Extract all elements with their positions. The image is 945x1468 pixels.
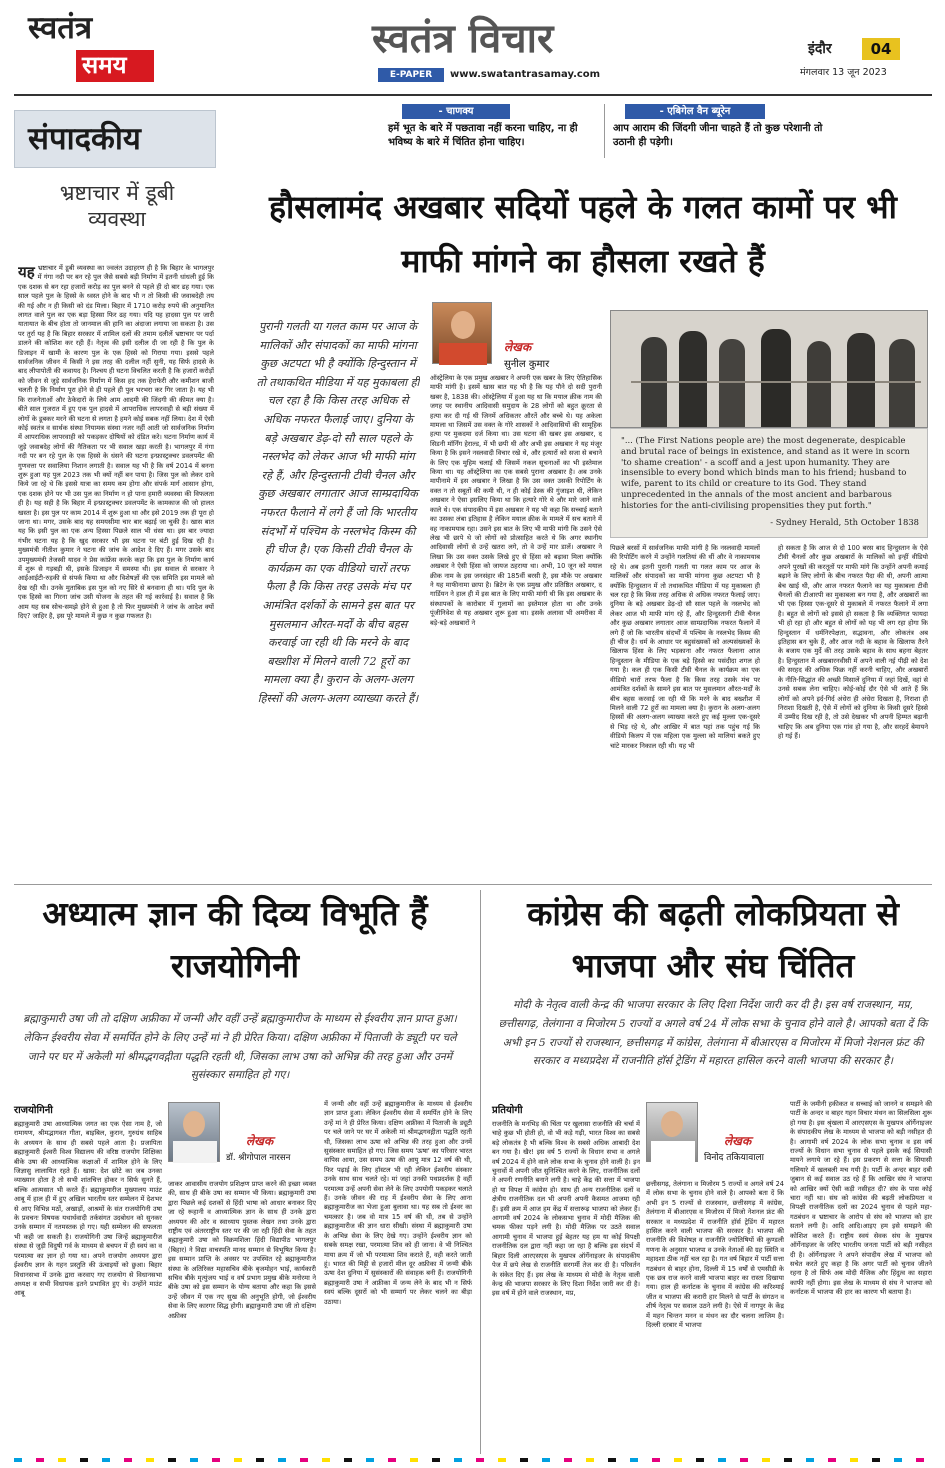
- congress-col-2: छत्तीसगढ़, तेलंगाना व मिजोरम 5 राज्यों व अगले वर्ष 24 में लोक सभा के चुनाव होने वाले है। आपको बता दें कि अभी इन 5 राज्यों से राजस्थान, छत्तीसगढ़ में कांग्रेस, तेलंगाना में बीआरएस व मिजोरम में मिजो नेशनल फ्रंट की सरकार व मध्यप्रदेश में राजनीति हॉर्स ट्रेडिंग में महारत हासिल करने वाली भाजपा की सरकार है। भाजपा की राजनीति की विशेषज्ञ व राजनीति ज्योतिषियों की कुण्डली गणना के अनुसार भाजपा व उनके नेताओं की ग्रह स्थिति व महादशा ठीक नहीं चल रहा है। गत वर्ष बिहार में पार्टी सत्ता गठबंधन से बाहर होना, दिल्ली में 15 वर्षों से एमसीडी के एक छत्र राज करने वाली भाजपा बाहर का रास्ता दिखाया गया। हाल ही कर्नाटक के चुनाव में कांग्रेस की करिश्माई जीत व भाजपा की करारी हार मिलने से पार्टी के संगठन व शीर्ष नेतृत्व पर सवाल उठने लगी है। ऐसे में नागपुर के केंद्र में महन चिन्तन मनन व मंथन का दौर चलना लाजिम है। दिल्ली दरबार में भाजपा: [646, 1180, 784, 1330]
- print-registration-strip: [14, 1458, 932, 1462]
- main-headline: हौसलामंद अखबार सदियों पहले के गलत कामों पर भी माफी मांगने का हौसला रखते हैं: [269, 188, 897, 280]
- editorial-dropcap: यह: [18, 264, 35, 281]
- masthead-rule: [14, 94, 932, 96]
- rajyogini-label: राजयोगिनी: [14, 1105, 53, 1116]
- quote-author-tag: - चाणक्य: [402, 104, 510, 119]
- editorial-column: [14, 110, 216, 880]
- column-divider: [480, 890, 481, 1454]
- issue-date: मंगलवार 13 जून 2023: [800, 67, 887, 78]
- author-photo: [432, 302, 492, 364]
- city-label: इंदौर: [808, 41, 832, 57]
- photo-quote-box: [610, 428, 928, 538]
- author-name: विनोद तकियावाला: [704, 1153, 764, 1163]
- editorial-body-text: भ्रष्टाचार में डूबी व्यवस्था का ज्वलंत उदाहरण ही है कि बिहार के भागलपुर में गंगा नदी पर बन रहे पुल जैसे सबसे बड़ी निर्माण में इतनी धांधली हुई कि एक दशक से बन रहा हजारों करोड़ का पुल बनने से पहले ही दो बार ढह गया। एक साल पहले पुल के हिस्से के ध्वस्त होने के बाद भी न तो किसी की जवाबदेही तय की गई और न ही किसी को दंड मिला। बिहार में 1710 करोड़ रुपये की अनुमानित लागत वाले पुल का एक बड़ा हिस्सा फिर ढह गया। यदि यह हादसा पुल पर जारी यातायात के बीच होता तो जानमाल की हानि का अंदाजा लगाया जा सकता है। उस पर तुर्रा यह है कि बिहार सरकार में शामिल दलों की तमाम दलीलें भ्रष्टाचार पर पर्दा डालने की कोशिश कर रही हैं। नेतृत्व की इसी दलील दी जा रही है कि पुल के डिजाइन में खामी के कारण पुल के एक हिस्से को गिराया गया। इससे पहले सार्वजनिक जीवन में किसी ने इस तरह की दलील नहीं सुनी, यह सिर्फ हादसे के बाद लीपापोती की कवायद है। निश्चय ही घटना विचलित करती है कि हजारों करोड़ों को जीवन से जुड़े सार्वजनिक निर्माण में किस हद तक हेराफेरी और कमीशन बाजी चलती है कि निर्माण पूरा होने से ही पहले ही पुल भरभरा कर गिर जाता है। यह भी कि राजनेताओं और ठेकेदारों के लिये आम आदमी की जिंदगी की कीमत क्या है। बीते साल गुजरात में हुए एक पुल हादसे में आपराधिक लापरवाही से बड़ी संख्या में लोगों के डूबकर मरने की घटना से लगता है हमने कोई सबक नहीं लिया। देश में ऐसी कोई स्वतंत्र व सार्थक संस्था नियामक संस्था नजर नहीं आती जो सार्वजनिक निर्माण में आपराधिक लापरवाही को पकड़कर दोषियों को दंडित करे। घटना निर्माण कार्य में जुड़े जवाबदेह लोगों की नैतिकता पर भी सवाल खड़ा करती है। भागलपुर में गंगा नदी पर बन रहे पुल के एक हिस्से के धंसने की घटना इन्फ्रास्ट्रक्चर डवलपमेंट की गुणवत्ता पर सवालिया निशान लगाती है। सवाल यह भी है कि वर्ष 2014 में बनना शुरू हुआ यह पुल 2023 तक भी क्यों नहीं बन पाया है। जिस पुल को लेकर दावे किये जा रहे थे कि इससे यात्रा का समय कम होगा और संपर्क मार्ग आसान होगा, एक दशक होने पर भी उस पुल का निर्माण न हो पाना हमारी व्यवस्था की विफलता ही है। यह सही है कि बिहार में इन्फ्रास्ट्रक्चर डवलपमेंट के कामकाज की जो हालत खस्ता है। इस पुल पर काम 2014 में शुरू हुआ था और इसे 2019 तक ही पूरा हो जाना था। मगर, उसके बाद यह समयसीमा चार बार बढ़ाई जा चुकी है। खास बात यह कि इसी पुल का एक अन्य हिस्सा पिछले साल भी धंसा था। इस बार ज्यादा गंभीर घटना यह है कि खुद सरकार भी इस घटना पर बंटी हुई दिख रही है। मुख्यमंत्री नीतीश कुमार ने घटना की जांच के आदेश दे दिए हैं। मगर उसके बाद उपमुख्यमंत्री तेजस्वी यादव ने प्रेस कांफ्रेंस करके कहा कि इस पुल के निर्माण कार्य में शुरू से गड़बड़ी थी, इसके डिजाइन में समस्या थी। इस सवाल से सरकार ने आईआईटी-रुड़की से संपर्क किया था और विशेषज्ञों की एक समिति इस मामले को देख रही थी। उनके मुताबिक इस पुल को नए सिरे से बनवाना ही था। यदि पुल के एक हिस्से का गिरना जांच उसी योजना के तहत की गई कार्रवाई है। सवाल है कि आम यह सब सोच-समझे होने से हुआ है तो फिर मुख्यमंत्री ने जांच के आदेश क्यों दिए? जाहिर है, इस पूरे मामले में कुछ न कुछ गफलत है।: [18, 264, 214, 621]
- main-col-2: पिछले बरसों में सार्वजनिक माफी मांगी है कि नस्लवादी मामलों की रिपोर्टिंग करने में उन्होंने गलतियां की थीं और वे नाकामयाब रहे थे। अब इतनी पुरानी गलती या गलत काम पर आज के मालिकों और संपादकों का माफी मांगना कुछ अटपटा भी है क्योंकि हिन्दुस्तान में तो तथाकथित मीडिया में यह मुकाबला ही चल रहा है कि किस तरह अधिक से अधिक नफरत फैलाई जाए। दुनिया के बड़े अखबार डेढ़-दो सौ साल पहले के नस्लभेद को लेकर आज भी माफी मांग रहे हैं, और हिन्दुस्तानी टीवी चैनल और कुछ अखबार लगातार आज साम्प्रदायिक नफरत फैलाने में लगे हैं जो कि भारतीय संदर्भों में पश्चिम के नस्लभेद किस्म की ही चीज है। धर्म के आधार पर बहुसंख्यकों को अल्पसंख्यकों के खिलाफ हिंसा के लिए भड़काना और नफरत फैलाना आज हिन्दुस्तान के मीडिया के एक बड़े हिस्से का पसंदीदा शगल हो गया है। कल ही एक किसी टीवी चैनल के कार्यक्रम का एक वीडियो चारों तरफ फैला है कि किस तरह उसके मंच पर आमंत्रित दर्शकों के सामने इस बात पर मुसलमान औरत-मर्दों के बीच बहस करवाई जा रही थी कि मरने के बाद बख्शीश में मिलने वाली 72 हूरों का मामला क्या है। कुरान के अलग-अलग हिस्सों की अलग-अलग व्याख्या करते हुए कई मुल्ला एक-दूसरे से भिड़ रहे थे, और आखिर में बात यहां तक पहुंच गई कि वीडियो किलप में एक महिला एक मुल्ला को मालियां बकते हुए चांटे मारकर निकाल रही थी। यह भी: [610, 544, 760, 750]
- author-name: डॉ. श्रीगोपाल नारसन: [226, 1153, 291, 1163]
- photo-figure: [719, 339, 745, 428]
- congress-headline: कांग्रेस की बढ़ती लोकप्रियता से भाजपा और संघ चिंतित: [527, 894, 899, 985]
- author-photo-head: [451, 311, 475, 339]
- main-col-1: ऑस्ट्रेलिया के एक प्रमुख अखबार ने अपनी एक खबर के लिए ऐतिहासिक माफी मांगी है। इसमें खास बात यह भी है कि यह पौने दो सदी पुरानी खबर है, 1838 की। ऑस्ट्रेलिया में हुआ यह था कि मयाल क्रीक नाम की जगह पर स्थानीय आदिवासी समुदाय के 28 लोगों को बहुत क्रूरता से हत्या कर दी गई थी जिनमें अधिकतर औरतें और बच्चे थे। यह अकेला मामला था जिसमें उस वक्त के गोरे शासकों ने आदिवासियों की सामूहिक हत्या पर मुकदमा दर्ज किया था। उस घटना की खबर इस अखबार, द सिडनी मॉर्निंग हेराल्ड, में भी छपी थी और अभी इस अखबार ने यह मंजूर किया है कि इसने नस्लवादी विचार रखे थे, और हत्यारों को सजा से बचाने के लिए एक मुहिम चलाई थी जिसमें नकल सूचनाओं का भी इस्तेमाल किया था। यह ऑस्ट्रेलिया का एक सबसे पुराना अखबार है। अब उनके मापीनामे में इस अखबार ने लिखा है कि उस वक्त उसकी रिपोर्टिंग के वक्त न तो सबूतों की कमी थी, न ही कोई डेस्क की गुंजाइश थी, लेकिन अखबार ने ऐसा इसलिए किया था कि हत्यारे गोरे थे और मारे जाने वाले काले थे। एक संपादकीय में इस अखबार ने यह भी कहा कि सच्चाई बताने का उसका लंबा इतिहास है लेकिन मयाल क्रीक के मामले में सच बताने में वह नाकामयाब रहा। उसने इस बात के लिए भी माफी मांगी कि उसने ऐसे लेख भी छापे थे जो लोगों को प्रोत्साहित करते थे कि अगर स्थानीय आदिवासी लोगों से उन्हें खतरा लगे, तो वे उन्हें मार डालें। अखबार ने लिखा कि उस वक्त उसके लिखे हुए से हिंसा को बढ़ावा मिला क्योंकि अखबार ने ऐसी हिंसा को जायज ठहराया था। अभी, 10 जून को मयाल क्रीक नाम के इस जनसंहार की 185वीं बरसी है, इस मौके पर अखबार ने यह माफीनामा छापा है। ब्रिटेन के एक प्रमुख और प्रतिष्ठित अखबार, द गार्डियन ने हाल ही में इस बात के लिए माफी मांगी थी कि इस अखबार के संस्थापकों के कारोबार में गुलामों का इस्तेमाल होता था और उनके पूंजीनिवेश से यह अखबार शुरू हुआ था। इसके अलावा भी अमरीका में बड़े-बड़े अखबारों ने: [430, 374, 602, 627]
- masthead: [0, 0, 945, 98]
- author-photo: [168, 1102, 220, 1162]
- section-divider: [14, 884, 932, 885]
- logo: [18, 6, 158, 86]
- author-label: लेखक: [724, 1134, 752, 1148]
- website-link[interactable]: www.swatantrasamay.com: [450, 69, 601, 80]
- author-photo-head: [661, 1111, 683, 1137]
- congress-col-3: पार्टी के जमीनी हकीकत व सच्चाई को जानने व समझने की पार्टी के अन्दर व बाहर गहन विचार मंथन का सिलसिला शुरू हो गया है। इस श्रृंखला में आरएसएस के मुखपत्र ऑर्गेनाइजर के संपादकीय लेख के माध्यम से भाजपा को बड़ी नसीहत दी है। आगामी वर्ष 2024 के लोक सभा चुनाव व इस वर्ष राज्यों के विधान सभा चुनाव से पहले इसके कई सियासी मायने लगाये जा रहे हैं। इस प्रकरण से सत्ता के सियासी गलियारे में खलबली मच गयी है। पार्टी के अन्दर बाहर दबी जुबान से कई सवाल उठ रहे हैं कि आखिर संघ ने भाजपा को आखिर क्यों ऐसी कड़ी नसीहत दी? संघ के पास कोई चारा नहीं था। संघ को कांग्रेस की बढ़ती लोकप्रियता व विपक्षी राजनीतिक दलों का 2024 चुनाव से पहले महा-गठबंधन व भ्रष्टाचार के आरोप से संघ को भाजपा को हार सताने लगी है। आदि आदि।आइए हम इसे समझने की कोशिश करते हैं। राष्ट्रीय स्वयं सेवक संघ के मुखपत्र ऑर्गेनाइजर के जरिए भारतीय जनता पार्टी को बड़ी नसीहत दी है। ऑर्गेनाइजर ने अपने संपादीय लेख में भाजपा को सचेत करते हुए कहा है कि अगर पार्टी को चुनाव जीतने रहना है तो सिर्फ अब मोदी मैजिक और हिंदुत्व का सहारा काफी नहीं होगा। इस लेख के माध्यम से संघ ने भाजपा को कर्नाटक में भाजपा की हार का कारण भी बताया है।: [790, 1100, 932, 1297]
- page-number-badge: 04: [862, 38, 900, 60]
- rajyogini-col-2: जाकर आवासीय राजयोग प्रशिक्षण प्राप्त करने की इच्छा व्यक्त की, साथ ही बीके उषा का सम्मान भी किया। ब्रह्माकुमारी उषा द्वारा पिछले कई दशकों से हिंदी भाषा को आधार बनाकर दिए जा रहे रूहानी व आध्यात्मिक ज्ञान के साथ ही उनके द्वारा अध्ययन की ओर व स्वाध्याय पुस्तक लेखन तथा उनके द्वारा राष्ट्रीय एवं अंतरराष्ट्रीय स्तर पर की जा रही हिंदी सेवा के तहत ब्रह्माकुमारी उषा को विक्रमशिला हिंदी विद्यापीठ भागलपुर (बिहार) ने विद्या वाचस्पति मानद सम्मान से विभूषित किया है। इस सम्मान प्राप्ति के अवसर पर उपस्थित रहे ब्रह्माकुमारीज संस्था के अतिरिक्त महासचिव बीके बृजमोहन भाई, कार्यकारी सचिव बीके मृत्युंजय भाई व वर्ष प्रभाग प्रमुख बीके मनोरमा ने बीके उषा को इस सम्मान के योग्य बताया और कहा कि इससे उन्हें जीवन में एक नए सुख की अनुभूति होगी, जो ईश्वरीय सेवा के लिए कारगर सिद्ध होगी। ब्रह्माकुमारी उषा जी तो दक्षिण अफ्रीका: [168, 1180, 316, 1320]
- photo-quote-text: "... (The First Nations people are) the most degenerate, despicable and brutal race of beings in existence, and stand as it were in scorn 'to shame creation' - a scoff and a jest upon humanity. They are insensible to every bond which binds man to his friend; husband to wife, parent to its child or creature to its God. They stand unprecedented in the annals of the most ancient and barbarous histories for the anti-civilising propensities they put forth.": [621, 435, 910, 510]
- author-label: लेखक: [504, 340, 532, 354]
- photo-chain: [631, 381, 921, 383]
- rajyogini-headline: अध्यात्म ज्ञान की दिव्य विभूति हैं राजयोगिनी: [42, 894, 428, 985]
- editorial-body: [18, 264, 214, 876]
- rajyogini-col-3: में जन्मी और वहीं उन्हें ब्रह्माकुमारीज के माध्यम से ईश्वरीय ज्ञान प्राप्त हुआ। लेकिन ईश्वरीय सेवा में समर्पित होने के लिए उन्हें मां ने ही प्रेरित किया। दक्षिण अफ्रीका में पिताजी के ड्यूटी पर चले जाने पर घर में अकेली मां श्रीमद्भगवद्गीता पद्धति रहती थी, जिसका लाभ ऊषा को अभिन्न की तरह हुआ और उनमें सुसंस्कार समाहित हो गए। जिस समय 'ऊषा' का परिवार भारत वापिस आया, उस समय ऊषा की आयु मात्र 12 वर्ष की थी, फिर पढ़ाई के लिए हॉस्टल भी रही लेकिन ईश्वरीय संस्कार उनके साथ साथ चलते रहे। मां जहां उनकी पथप्रदर्शक है वहीं परमात्मा उन्हें अपनी सेवा लेने के लिए उपयोगी पकड़कर चलाते हैं। उनके जीवन की राह में ईश्वरीय सेवा के लिए आना ब्रह्माकुमारीज का भेजा हुआ बुलावा था। यह सब तो ईश्वर का चमत्कार है। जब वो मात्र 15 वर्ष की थी, तब से उन्होंने ब्रह्माकुमारीज की ज्ञान धारा सीखी। संस्था में ब्रह्माकुमारी उषा के अभिन्न सेवा के लिए देखे गए। उन्होंने ईश्वरीय ज्ञान को सबके समक्ष रखा, परमात्मा शिव को ही जाना। वे भी निश्चित माया क्रम में जो भी परमात्मा शिव कराते हैं, वही करते जाती हूं। भारत की मिट्टी से हजारों मील दूर अफ्रीका में जन्मी बीके ऊषा देश दुनिया में सुसंस्कारों की संवाहक बनी हैं। राजयोगिनी ब्रह्माकुमारी उषा ने अफ्रीका में जन्म लेने के बाद भी न सिर्फ स्वयं बल्कि दूसरों को भी सम्मार्ग पर लेकर चलने का बीड़ा उठाया।: [324, 1100, 472, 1306]
- epaper-badge: E-PAPER: [378, 68, 444, 82]
- logo-top-text: स्वतंत्र: [28, 10, 93, 46]
- editorial-section-title: संपादकीय: [28, 121, 141, 157]
- pull-quote: पुरानी गलती या गलत काम पर आज के मालिकों और संपादकों का माफी मांगना कुछ अटपटा भी है क्योंकि हिन्दुस्तान में तो तथाकथित मीडिया में यह मुकाबला ही चल रहा है कि किस तरह अधिक से अधिक नफरत फैलाई जाए। दुनिया के बड़े अखबार डेढ़-दो सौ साल पहले के नस्लभेद को लेकर आज भी माफी मांग रहे हैं, और हिन्दुस्तानी टीवी चैनल और कुछ अखबार लगातार आज साम्प्रदायिक नफरत फैलाने में लगे हैं जो कि भारतीय संदर्भों में पश्चिम के नस्लभेद किस्म की ही चीज है। एक किसी टीवी चैनल के कार्यक्रम का एक वीडियो चारों तरफ फैला है कि किस तरह उसके मंच पर आमंत्रित दर्शकों के सामने इस बात पर मुसलमान औरत-मर्दों के बीच बहस करवाई जा रही थी कि मरने के बाद बख्शीश में मिलने वाली 72 हूरों का मामला क्या है। कुरान के अलग-अलग हिस्सों की अलग-अलग व्याख्या करते हैं।: [256, 320, 420, 705]
- congress-col-1: राजनीति के मनभिड़ की चिंता पर खुलासा राजनीति की चर्चा में चाहे कुछ भी होती हो, वो भी कड़े गढ़ी, भारत विश्व का सबसे बड़े लोकतंत्र है भी बल्कि विश्व के सबसे अधिक आबादी देश बन गया है। खैर! इस वर्ष 5 राज्यों के विधान सभा व अगले वर्ष 2024 में होने वाले लोक सभा के चुनाव होने वाली है। इन चुनावों में अपनी जीत सुनिश्चित करने के लिए, राजनीतिक दलों ने अपनी रणनीति बनाने लगी है। चाहे केंद्र की सत्ता में भाजपा हो या विपक्ष में कांग्रेस हो। साथ ही अन्य राजनीतिक दलों व क्षेत्रीय राजनीतिक दल भी अपनी अपनी कैसमत आजमा रही हैं। इसी क्रम में आज हम केंद्र में सत्तारूढ़ भाजपा को लेकर हैं। आगामी वर्ष 2024 के लोकसभा चुनाव में मोदी मैजिक की चमक फीका पड़ने लगी है। मोदी मैजिक पर उठते सवाल आगामी चुनाव में भाजपा हुई बेहतर यह हम या कोई विपक्षी राजनीतिक दल द्वारा नहीं कहा जा रहा है बल्कि इस संदर्भ में बिहार दिली आरएसएस के मुखपत्र ऑर्गेनाइजर के संपादकीय पेज में छपे लेख से राजनीति सरगर्मी तेज कर दी है। परिवर्तन के संकेत दिए हैं। इस लेख के माध्यम से मोदी के नेतृत्व वाली केन्द्र की भाजपा सरकार के लिए दिशा निर्देश जारी कर दी है। इस वर्ष में होने वाले राजस्थान, मप्र,: [492, 1120, 640, 1298]
- congress-author-block: [646, 1100, 796, 1166]
- rajyogini-col-1: ब्रह्माकुमारी उषा आध्यात्मिक जगत का एक ऐसा नाम है, जो रामायण, श्रीमद्भागवत गीता, बाइबिल, कुरान, गुरुग्रंथ साहिब के अध्ययन के साथ ही सबसे पहले आता है। प्रजापिता ब्रह्माकुमारी ईश्वरी विश्व विद्यालय की वरिष्ठ राजयोग शिक्षिका बीके उषा की आध्यात्मिक कक्षाओं में शामिल होने के लिए जिज्ञासु लालायित रहते हैं। खास: देश छोटे का जब उनका व्याख्यान होता है तो सभी शांतचित्त होकर न सिर्फ सुनते हैं, बल्कि आत्मसात भी करते हैं। ब्रह्माकुमारीज मुख्यालय माउंट आबू में हाल ही में हुए अखिल भारतीय स्तर सम्मेलन में देशभर से आए विभिन्न मठों, अखाड़ों, आश्रमों के संत राजयोगिनी उषा के प्रवचनः विषयक यथार्थवादी तर्कसंगत उदबोधन को सुनकर उनके सम्मान में नतमस्तक हो गए। यही सम्मेलन की सफलता भी कही जा सकती है। राजयोगिनी उषा जिन्हें ब्रह्माकुमारीज संस्था से जुड़ी विदुषी गर्व के माध्यम से बचपन में ही स्वयं का व परमात्मा का ज्ञान हो गया था। अपने राजयोग अध्ययन द्वारा ईश्वरीय ज्ञान के गहन प्रस्तुति की ऊंचाइयों को छुआ। बिहार विधानसभा में उनके द्वारा करवाए गए राजयोग से विधानसभा अध्यक्ष व सभी विधायक इतने प्रभावित हुए थे। उन्होंने माउंट आबू: [14, 1120, 162, 1298]
- main-col-3: हो सकता है कि आज से दो 100 बरस बाद हिन्दुस्तान के ऐसे टीवी चैनलों और कुछ अखबारों के मालिकों को इन्हीं वीडियो अपने पुरखों की करतूतों पर माफी मांगे कि उन्होंने अपनी कमाई बढ़ाने के लिए लोगों के बीच नफरत पैदा की थी, अपनी आत्मा बेच खाई थी, और आज नफरत फैलाने का यह मुकाबला टीवी चैनलों की टीआरपी का मुकाबला बन गया है, और अखबारों का भी एक हिस्सा एक-दूसरे से मुकाबले में नफरत फैलाने में लगा है। बहुत से लोगों को इससे हो सकता है कि व्यक्तिगत फायदा भी हो रहा हो और बहुत से लोगों को यह भी लग रहा होगा कि हिन्दुस्तान में धर्मनिरपेक्षता, सद्भावना, और लोकतंत्र अब इतिहास बन चुके हैं, और आज नदी के बहाव के खिलाफ तैरने के बजाय एक मुर्दे की तरह उसके बहाव के साथ बहना बेहतर है। हिन्दुस्तान में अखबारनवीसी में अपने वाली नई पीढ़ी को देश की सरहद की अधिक फिक्र नहीं करनी चाहिए, और अखबारों के नीति-सिद्धांत की अच्छी मिसालें दुनिया में जहां दिखें, वहां से उनसे सबक लेना चाहिए। कोई-कोई दौर ऐसे भी आते हैं कि लोगों को अपने इर्द-गिर्द अंधेरा ही अंधेरा दिखता है, निराशा ही निराशा दिखती है, ऐसे में लोगों को दुनिया के किसी दूसरे हिस्से में उम्मीद दिख रही है, तो उसे देखकर भी अपनी हिम्मत बढ़ानी चाहिए कि अब दुनिया एक गांव हो गया है, और सरहदें बेमायने हो गई हैं।: [778, 544, 928, 741]
- author-photo-head: [183, 1111, 205, 1137]
- author-photo: [646, 1102, 698, 1162]
- editorial-headline: भ्रष्टाचार में डूबी व्यवस्था: [59, 181, 175, 231]
- rajyogini-intro: ब्रह्माकुमारी उषा जी तो दक्षिण अफ्रीका में जन्मी और वहीं उन्हें ब्रह्माकुमारीज के माध्यम से ईश्वरीय ज्ञान प्राप्त हुआ। लेकिन ईश्वरीय सेवा में समर्पित होने के लिए उन्हें मां ने ही प्रेरित किया। दक्षिण अफ्रीका में पिताजी के ड्यूटी पर चले जाने पर घर में अकेली मां श्रीमद्भगवद्गीता पद्धति रहती थी, जिसका लाभ उषा को अभिन्न की तरह हुआ और उनमें सुसंस्कार समाहित हो गए।: [23, 1013, 457, 1082]
- quote-text: हमें भूत के बारे में पछतावा नहीं करना चाहिए, ना ही भविष्य के बारे में चिंतित होना चाहिए।: [388, 123, 578, 148]
- author-block: [432, 302, 604, 372]
- photo-figure: [889, 339, 915, 428]
- historic-photo: [610, 310, 928, 428]
- photo-quote-source: - Sydney Herald, 5th October 1838: [770, 517, 919, 527]
- author-photo-shirt: [173, 1141, 217, 1163]
- author-label: लेखक: [246, 1134, 274, 1148]
- author-name: सुनील कुमार: [504, 359, 550, 370]
- rajyogini-author-block: [168, 1100, 318, 1166]
- author-photo-shirt: [439, 343, 487, 365]
- photo-figure: [761, 329, 791, 428]
- photo-figure: [679, 331, 707, 428]
- quote-abigail: [604, 104, 824, 158]
- congress-label: प्रतियोगी: [492, 1105, 523, 1116]
- quote-text: आप आराम की जिंदगी जीना चाहते हैं तो कुछ परेशानी तो उठानी ही पड़ेगी।: [613, 123, 823, 148]
- quote-chanakya: [382, 104, 602, 158]
- quote-author-tag: - एबिगेल वैन ब्यूरेन: [625, 104, 765, 119]
- logo-bottom-text: समय: [82, 51, 127, 79]
- author-photo-shirt: [651, 1141, 695, 1163]
- congress-intro: मोदी के नेतृत्व वाली केन्द्र की भाजपा सरकार के लिए दिशा निर्देश जारी कर दी है। इस वर्ष राजस्थान, मप्र, छत्तीसगढ़, तेलंगाना व मिजोरम 5 राज्यों व अगले वर्ष 24 में लोक सभा के चुनाव होने वाले है। आपको बता दें कि अभी इन 5 राज्यों से राजस्थान, छत्तीसगढ़ में कांग्रेस, तेलंगाना में बीआरएस व मिजोरम में मिजो नेशनल फ्रंट की सरकार व मध्यप्रदेश में राजनीति हॉर्स ट्रेडिंग में महारत हासिल करने वाली भाजपा की सरकार है।: [498, 999, 928, 1068]
- masthead-title: स्वतंत्र विचार: [372, 15, 554, 62]
- photo-figure: [807, 341, 831, 428]
